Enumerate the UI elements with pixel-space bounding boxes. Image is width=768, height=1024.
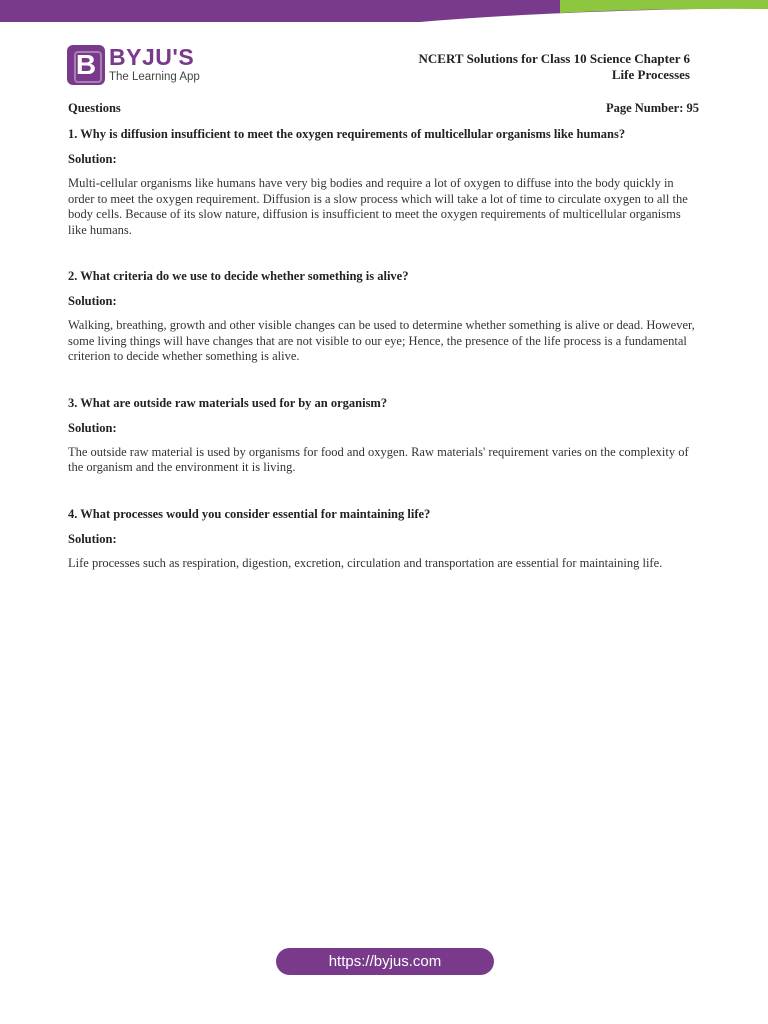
question-text: 2. What criteria do we use to decide whether something is alive? bbox=[68, 269, 409, 283]
top-color-band bbox=[0, 0, 768, 22]
qa-list bbox=[68, 127, 700, 602]
logo-mark-icon: B bbox=[67, 45, 105, 85]
answer-text: Life processes such as respiration, digestion, excretion, circulation and transportation are essential for maintaining life. bbox=[68, 555, 663, 570]
solution-label: Solution: bbox=[68, 420, 117, 435]
qa-item bbox=[68, 507, 700, 572]
solution-label: Solution: bbox=[68, 531, 117, 546]
qa-item bbox=[68, 127, 700, 238]
question-text: 4. What processes would you consider essential for maintaining life? bbox=[68, 506, 431, 521]
question-text: 3. What are outside raw materials used for by an organism? bbox=[68, 395, 388, 410]
header-title-line1: NCERT Solutions for Class 10 Science Chapter 6 bbox=[418, 51, 690, 66]
qa-item bbox=[68, 396, 700, 476]
answer-text: Multi-cellular organisms like humans have very big bodies and require a lot of oxygen to diffuse into the body quickly in order to meet the oxygen requirement. Diffusion is a slow process which will take a lot of time to circulate oxygen to all the body cells. Because of its slow nature, diffusion is insufficient to meet the oxygen requirements of multicellular organisms like humans. bbox=[68, 176, 688, 237]
answer-text: The outside raw material is used by organisms for food and oxygen. Raw materials' requirement varies on the complexity of the organism and the environment it is living. bbox=[68, 444, 689, 474]
logo-name: BYJU'S bbox=[109, 44, 195, 71]
section-row bbox=[68, 101, 699, 116]
section-label: Questions bbox=[68, 101, 121, 115]
byjus-logo bbox=[67, 44, 200, 86]
solution-label: Solution: bbox=[68, 294, 117, 308]
answer-text: Walking, breathing, growth and other visible changes can be used to determine whether something is alive or dead. However, some living things will have changes that are not visible to our eye; Hence, the presence of the life process is a fundamental criterion to decide whether something is alive. bbox=[68, 318, 695, 363]
question-text: 1. Why is diffusion insufficient to meet the oxygen requirements of multicellular organisms like humans? bbox=[68, 127, 626, 141]
footer-url-link[interactable]: https://byjus.com bbox=[276, 948, 494, 975]
qa-item bbox=[68, 269, 700, 365]
header-title-line2: Life Processes bbox=[611, 67, 690, 82]
page-number: Page Number: 95 bbox=[605, 101, 699, 115]
solution-label: Solution: bbox=[68, 152, 117, 166]
logo-tagline: The Learning App bbox=[109, 71, 200, 84]
document-header bbox=[419, 51, 690, 83]
